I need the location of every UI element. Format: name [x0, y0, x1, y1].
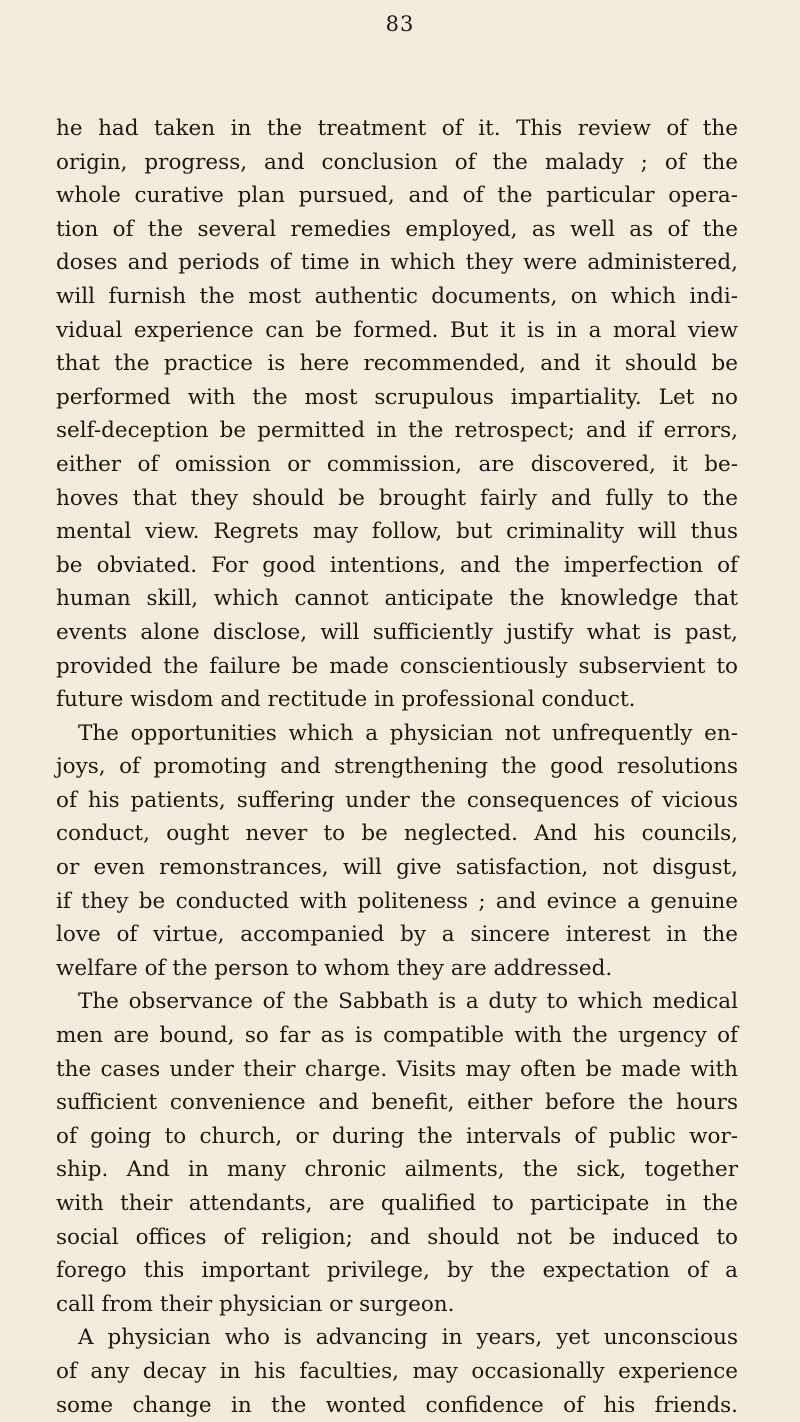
text-line: doses and periods of time in which they were administered,: [56, 250, 738, 276]
paragraph-start-line: A physician who is advancing in years, yet unconscious: [78, 1325, 738, 1351]
page-number: 83: [385, 12, 415, 36]
text-line: that the practice is here recommended, and it should be: [56, 351, 738, 377]
text-line: whole curative plan pursued, and of the particular opera-: [56, 183, 738, 209]
text-line: some change in the wonted confidence of his friends.: [56, 1392, 738, 1418]
text-line: conduct, ought never to be neglected. And his councils,: [56, 821, 738, 847]
paragraph-start-line: The opportunities which a physician not unfrequently en-: [78, 720, 738, 746]
text-line: events alone disclose, will sufficiently justify what is past,: [56, 619, 738, 645]
text-line: will furnish the most authentic documents, on which indi-: [56, 283, 738, 309]
text-line: be obviated. For good intentions, and the imperfection of: [56, 552, 738, 578]
text-line: or even remonstrances, will give satisfaction, not disgust,: [56, 855, 738, 881]
text-line: of his patients, suffering under the consequences of vicious: [56, 787, 738, 813]
paragraph-end-line: call from their physician or surgeon.: [56, 1291, 455, 1317]
text-line: either of omission or commission, are discovered, it be-: [56, 451, 738, 477]
text-line: the cases under their charge. Visits may often be made with: [56, 1056, 738, 1082]
text-line: if they be conducted with politeness ; and evince a genuine: [56, 888, 738, 914]
text-line: self-deception be permitted in the retrospect; and if errors,: [56, 418, 738, 444]
text-line: ship. And in many chronic ailments, the sick, together: [56, 1157, 738, 1183]
text-line: tion of the several remedies employed, as well as of the: [56, 216, 738, 242]
text-line: sufficient convenience and benefit, either before the hours: [56, 1090, 738, 1116]
text-line: forego this important privilege, by the expectation of a: [56, 1258, 738, 1284]
text-line: social offices of religion; and should not be induced to: [56, 1224, 738, 1250]
text-line: human skill, which cannot anticipate the knowledge that: [56, 586, 738, 612]
paragraph-end-line: welfare of the person to whom they are addressed.: [56, 955, 613, 981]
text-line: joys, of promoting and strengthening the good resolutions: [56, 754, 738, 780]
text-line: mental view. Regrets may follow, but criminality will thus: [56, 519, 738, 545]
text-line: of going to church, or during the intervals of public wor-: [56, 1123, 738, 1149]
body-text: [56, 112, 738, 1422]
text-line: origin, progress, and conclusion of the malady ; of the: [56, 149, 738, 175]
text-line: love of virtue, accompanied by a sincere interest in the: [56, 922, 738, 948]
text-line: vidual experience can be formed. But it is in a moral view: [56, 317, 738, 343]
text-line: men are bound, so far as is compatible with the urgency of: [56, 1023, 738, 1049]
text-line: hoves that they should be brought fairly and fully to the: [56, 485, 738, 511]
text-line: provided the failure be made conscientiously subservient to: [56, 653, 738, 679]
paragraph-end-line: future wisdom and rectitude in professional conduct.: [56, 687, 636, 713]
text-line: performed with the most scrupulous impartiality. Let no: [56, 384, 738, 410]
text-line: he had taken in the treatment of it. This review of the: [56, 116, 738, 141]
paragraph-start-line: The observance of the Sabbath is a duty to which medical: [78, 989, 738, 1015]
text-line: of any decay in his faculties, may occasionally experience: [56, 1358, 738, 1384]
text-line: with their attendants, are qualified to participate in the: [56, 1191, 738, 1216]
